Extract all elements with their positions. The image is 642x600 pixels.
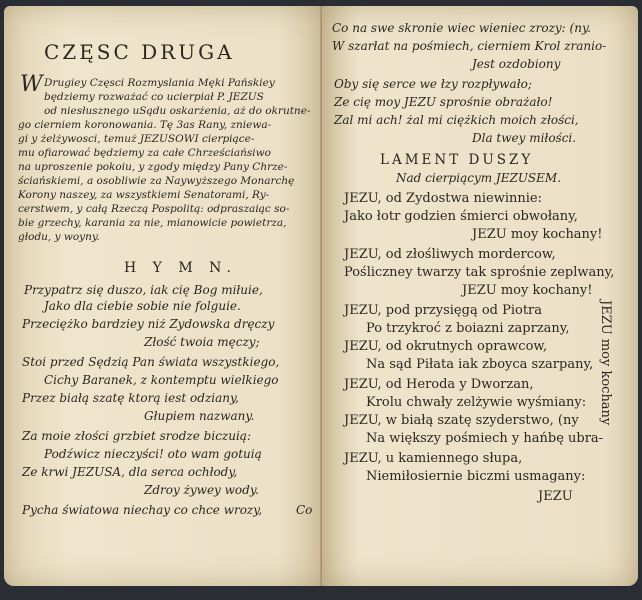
verse-line: Co na swe skronie wiec wieniec zrozy: (ny.: [332, 21, 591, 35]
lament-line: Na większy pośmiech y hańbę ubra-: [366, 431, 604, 446]
hymn-line: Głupiem nazwany.: [144, 409, 255, 423]
catchword: Co: [296, 503, 313, 517]
lament-line: JEZU, od Heroda y Dworzan,: [344, 377, 534, 392]
open-book: [4, 6, 638, 596]
intro-line: będziemy rozważać co ucierpiał P. JEZUS: [44, 91, 264, 103]
hymn-heading: H Y M N.: [124, 260, 237, 276]
hymn-line: Za moie złości grzbiet srodze biczuią:: [22, 429, 251, 443]
lament-line: JEZU, u kamiennego słupa,: [344, 451, 523, 466]
drop-cap: W: [20, 72, 43, 97]
intro-line: ściańskiemi, a osobliwie za Naywyższego Monarchę: [18, 175, 295, 187]
lament-line: Niemiłosiernie biczmi usmagany:: [366, 469, 586, 484]
lament-line: Jako łotr godzien śmierci obwołany,: [344, 209, 578, 224]
hymn-line: Zdroy żywey wody.: [144, 483, 259, 497]
intro-line: od niesłusznego uSądu oskarżenia, aż do okrutne-: [44, 105, 311, 117]
intro-line: Korony naszey, za wszystkiemi Senatorami, Ry-: [18, 189, 270, 201]
hymn-line: Jako dla ciebie sobie nie folguie.: [44, 299, 241, 313]
hymn-line: Złość twoia męczy;: [144, 335, 260, 349]
lament-line: Po trzykroć z boiazni zaprzany,: [366, 321, 570, 336]
hymn-line: Ze krwi JEZUSA, dla serca ochłody,: [22, 465, 238, 479]
intro-line: bie grzechy, karania za nie, mianowicie powietrza,: [18, 217, 287, 229]
verse-line: Zal mi ach! żal mi ciężkich moich złości,: [334, 113, 579, 127]
verse-line: Dla twey miłości.: [472, 131, 577, 145]
lament-line: JEZU, od złośliwych mordercow,: [344, 247, 556, 262]
hymn-line: Stoi przed Sędzią Pan świata wszystkiego,: [22, 355, 280, 369]
right-page: [322, 6, 638, 586]
hymn-line: Przeciężko bardziey niż Zydowska dręczy: [22, 317, 275, 331]
lament-line: JEZU, w białą szatę szyderstwo, (ny: [344, 413, 579, 428]
lament-line: JEZU, od okrutnych oprawcow,: [344, 339, 548, 354]
lament-line: JEZU moy kochany!: [462, 283, 593, 298]
intro-line: mu ofiarować będziemy za całe Chrześciańsiwo: [18, 147, 271, 159]
verse-line: Oby się serce we łzy rozpływało;: [334, 77, 532, 91]
intro-line: na uproszenie pokoiu, y zgody między Pany Chrze-: [18, 161, 288, 173]
lament-line: JEZU, pod przysięgą od Piotra: [344, 303, 543, 318]
intro-line: gi y żelżywosci, temuż JEZUSOWI cierpiące-: [18, 133, 255, 145]
page-title: CZĘSC DRUGA: [44, 40, 235, 64]
verse-line: Jest ozdobiony: [472, 57, 561, 71]
lament-line: JEZU, od Zydostwa niewinnie:: [344, 191, 542, 206]
hymn-line: Przypatrz się duszo, iak cię Bog miłuie,: [24, 283, 263, 297]
hymn-line: Pycha światowa niechay co chce wrozy,: [22, 503, 263, 517]
intro-line: Drugiey Częsci Rozmyslania Męki Pańskiey: [44, 77, 275, 89]
verse-line: Ze cię moy JEZU sprośnie obrażało!: [334, 95, 553, 109]
intro-line: go cierniem koronowania. Tę 3as Rany, zniewa-: [18, 119, 272, 131]
catchword: JEZU: [538, 489, 573, 504]
intro-line: cerstwem, y całą Rzeczą Pospolitą: odpraszaiąc so-: [18, 203, 290, 215]
lament-line: Pośliczney twarzy tak sprośnie zeplwany,: [344, 265, 615, 280]
lament-line: Na sąd Piłata iak zboyca szarpany,: [366, 357, 594, 372]
lament-subheading: Nad cierpiącym JEZUSEM.: [396, 171, 562, 185]
hymn-line: Cichy Baranek, z kontemptu wielkiego: [44, 373, 279, 387]
hymn-line: Przez białą szatę ktorą iest odziany,: [22, 391, 239, 405]
hymn-line: Podźwicz nieczyści! oto wam gotuią: [44, 447, 262, 461]
lament-line: JEZU moy kochany!: [472, 227, 603, 242]
intro-line: głodu, y woyny.: [18, 231, 100, 243]
verse-line: W szarłat na pośmiech, cierniem Krol zranio-: [332, 39, 607, 53]
lament-heading: LAMENT DUSZY: [380, 152, 534, 168]
margin-note: JEZU moy kochany: [598, 300, 613, 426]
left-page: [4, 6, 326, 586]
lament-line: Krolu chwały zelżywie wyśmiany:: [366, 395, 587, 410]
